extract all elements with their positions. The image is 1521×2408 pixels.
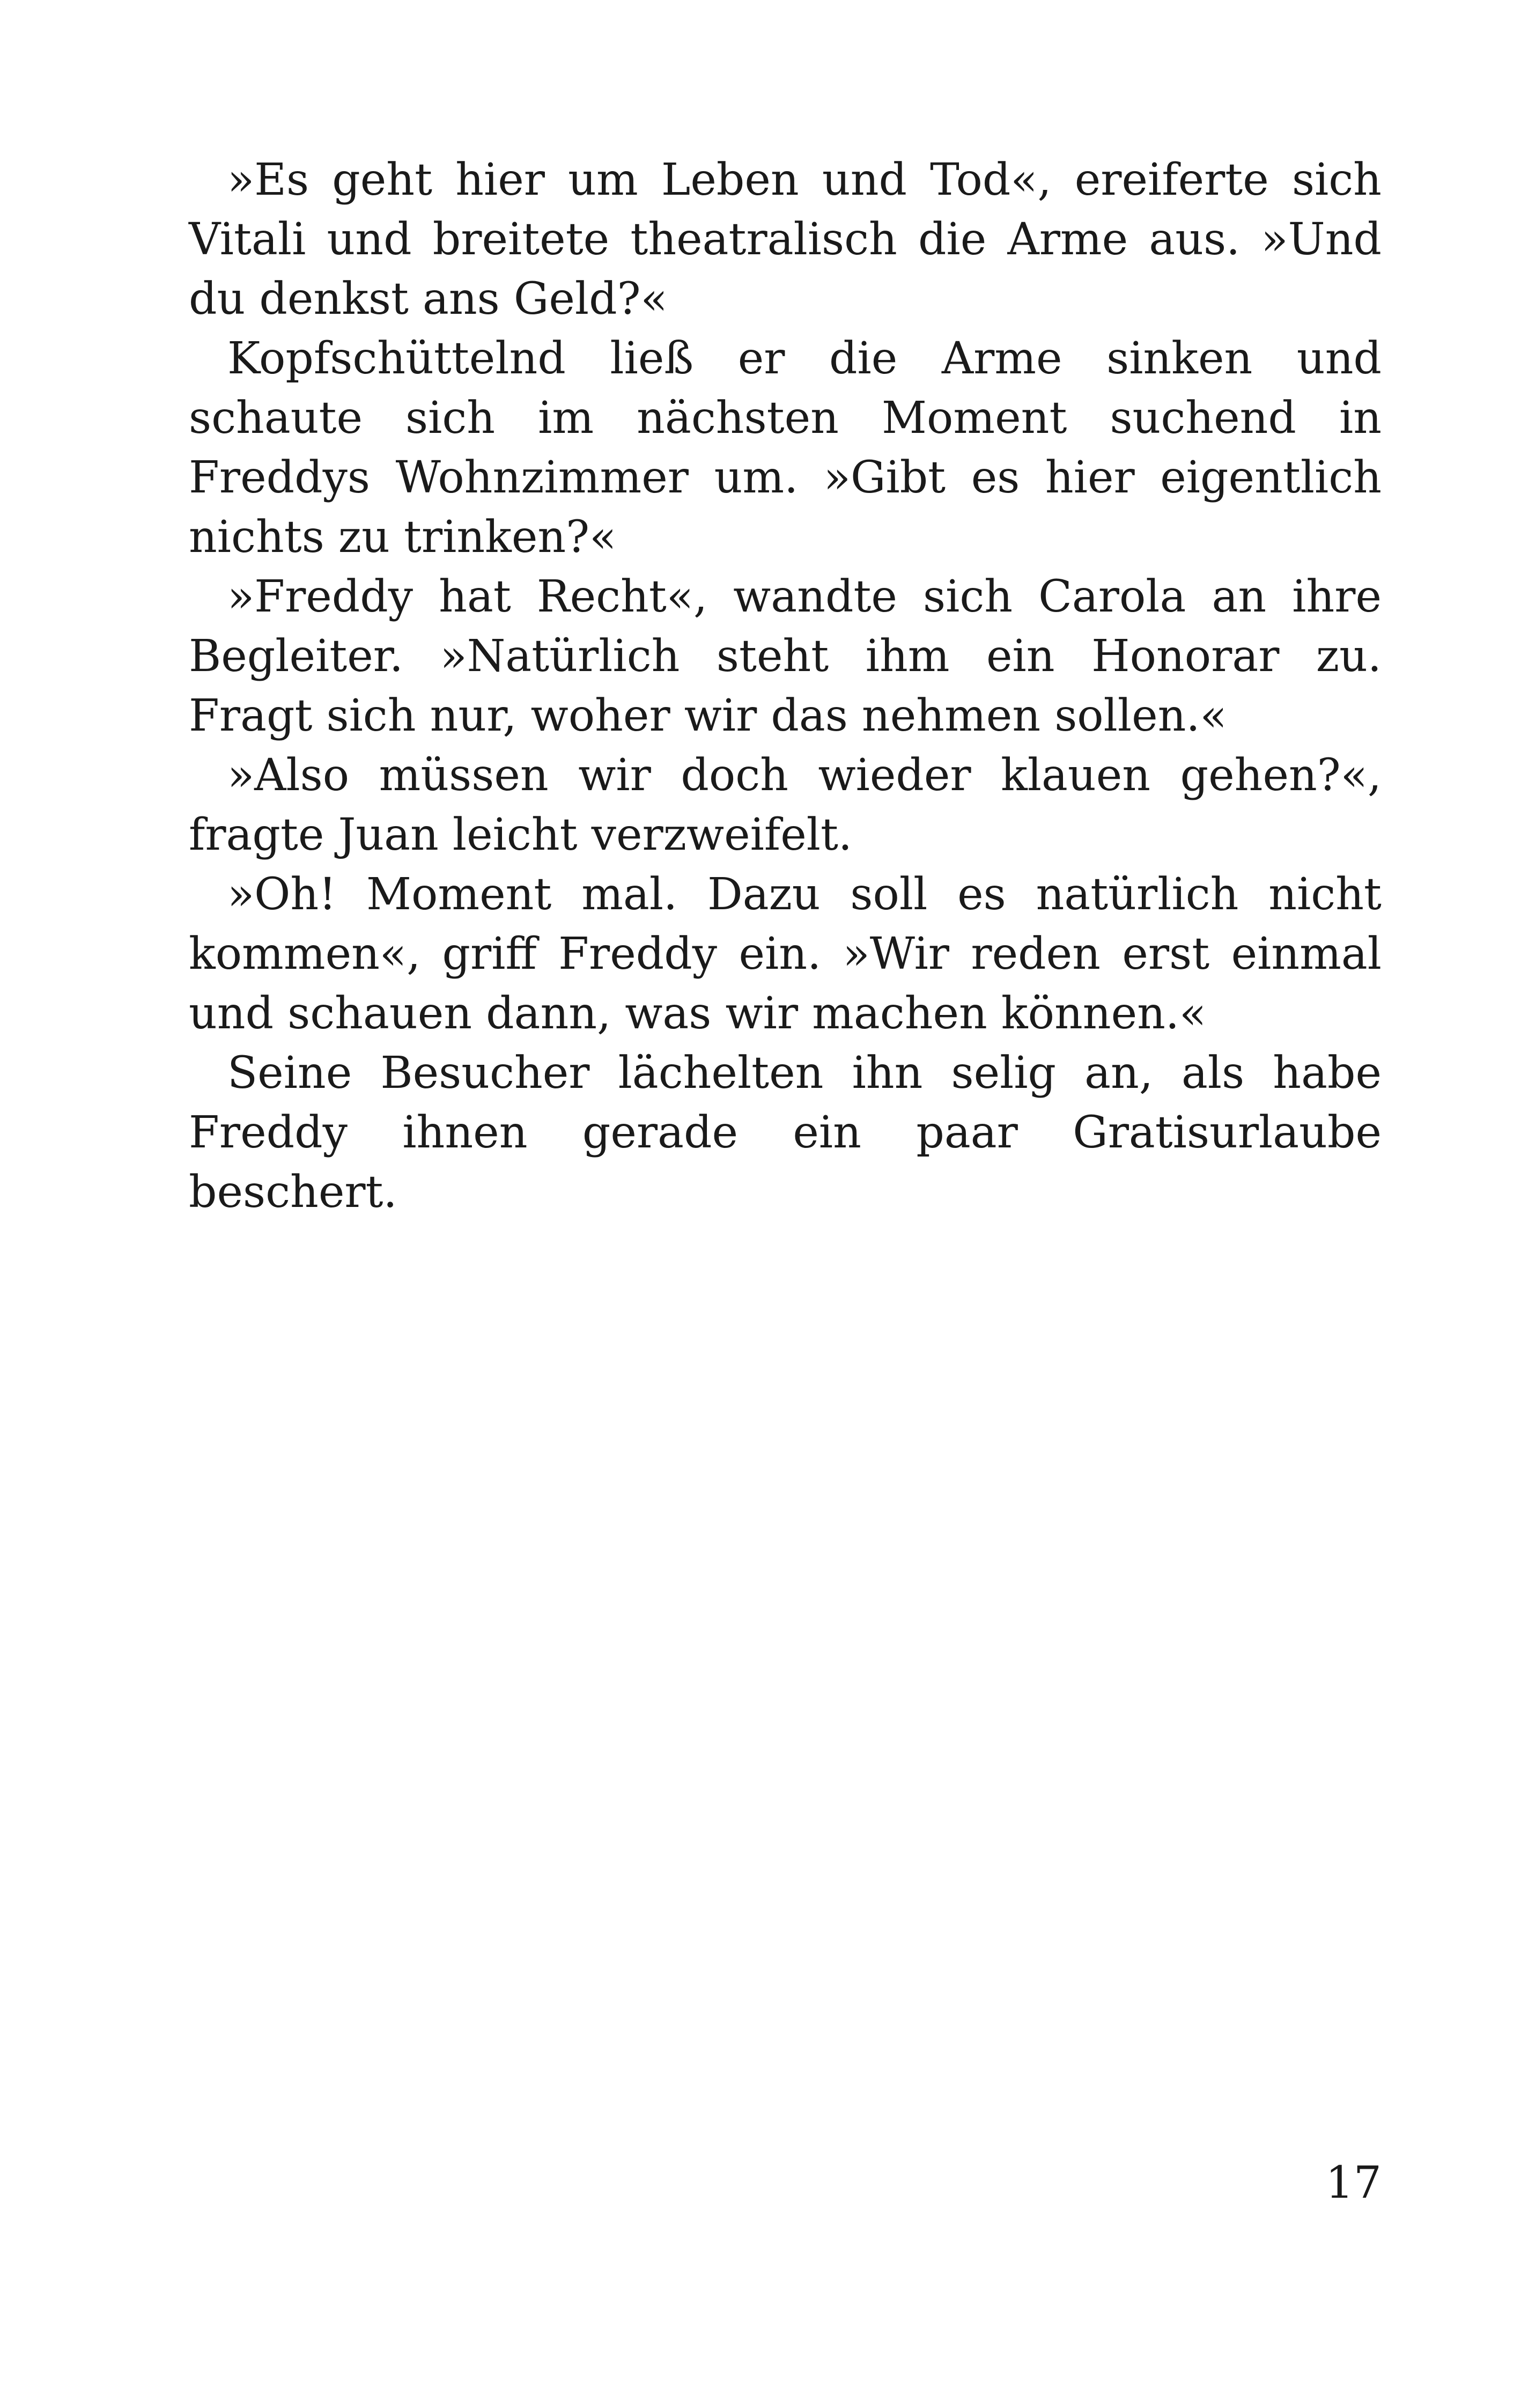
body-text bbox=[189, 150, 1382, 1222]
page-number: 17 bbox=[1325, 2157, 1382, 2208]
paragraph: »Es geht hier um Leben und Tod«, ereiferte sich Vitali und breitete theatralisch die Arme aus. »Und du denkst ans Geld?« bbox=[189, 154, 1382, 325]
paragraph: »Freddy hat Recht«, wandte sich Carola an ihre Begleiter. »Natürlich steht ihm ein Honorar zu. Fragt sich nur, woher wir das nehmen sollen.« bbox=[189, 571, 1382, 741]
paragraph: »Also müssen wir doch wieder klauen gehen?«, fragte Juan leicht verzweifelt. bbox=[189, 750, 1382, 860]
paragraph: Kopfschüttelnd ließ er die Arme sinken und schaute sich im nächsten Moment suchend in Freddys Wohnzimmer um. »Gibt es hier eigentlich nichts zu trinken?« bbox=[189, 333, 1382, 563]
paragraph: Seine Besucher lächelten ihn selig an, als habe Freddy ihnen gerade ein paar Gratisurlaube beschert. bbox=[189, 1048, 1382, 1218]
paragraph: »Oh! Moment mal. Dazu soll es natürlich nicht kommen«, griff Freddy ein. »Wir reden erst einmal und schauen dann, was wir machen können.« bbox=[189, 869, 1382, 1039]
